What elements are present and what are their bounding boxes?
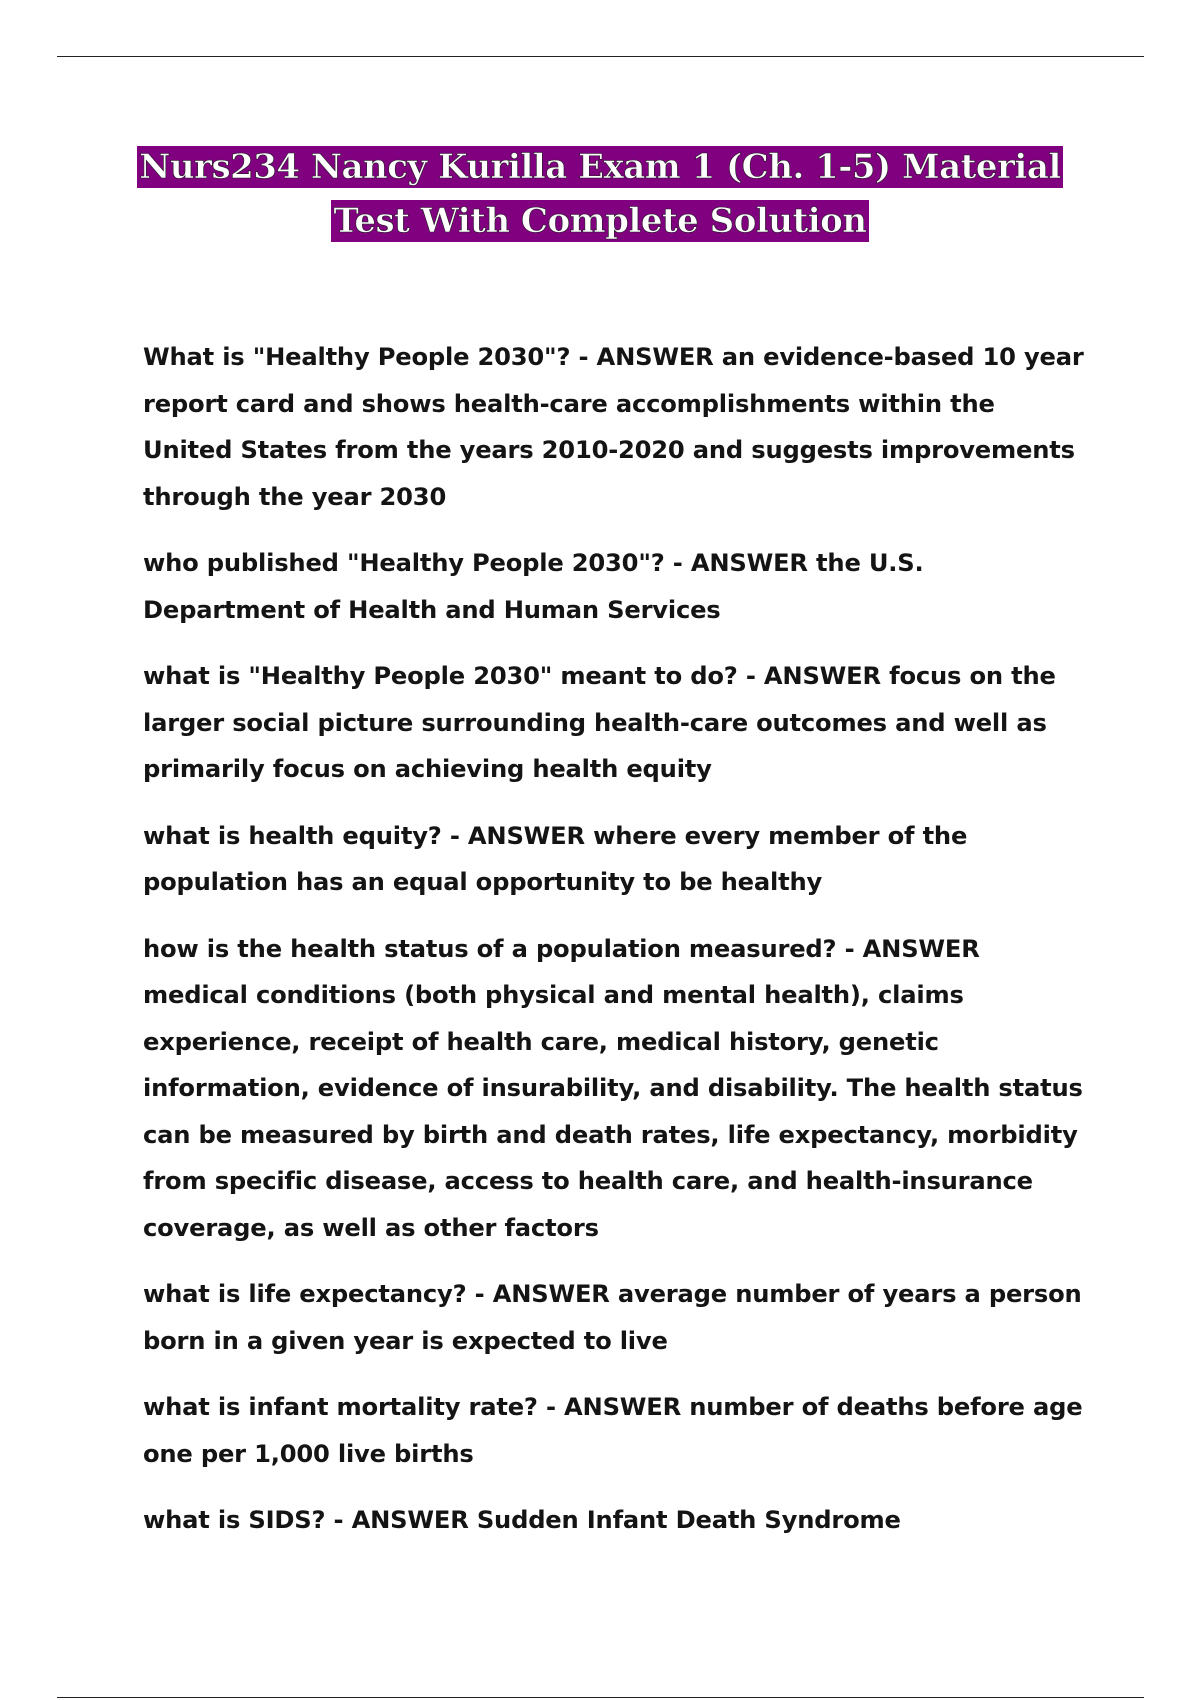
qa-item: what is infant mortality rate? - ANSWER number of deaths before age one per 1,000 live births	[143, 1393, 1083, 1468]
qa-item: who published "Healthy People 2030"? - ANSWER the U.S. Department of Health and Human Services	[143, 549, 924, 624]
qa-item: what is SIDS? - ANSWER Sudden Infant Death Syndrome	[143, 1506, 901, 1534]
document-title	[100, 140, 1100, 248]
qa-item: what is life expectancy? - ANSWER average number of years a person born in a given year is expected to live	[143, 1280, 1082, 1355]
top-divider	[57, 56, 1144, 57]
title-line-2: Test With Complete Solution	[333, 201, 867, 241]
qa-list	[143, 334, 1090, 1564]
qa-item: what is health equity? - ANSWER where every member of the population has an equal opportunity to be healthy	[143, 821, 968, 896]
bottom-divider	[57, 1697, 1144, 1698]
qa-item: what is "Healthy People 2030" meant to do? - ANSWER focus on the larger social picture surrounding health-care outcomes and well as primarily focus on achieving health equity	[143, 662, 1056, 783]
qa-item: how is the health status of a population measured? - ANSWER medical conditions (both physical and mental health), claims experience, receipt of health care, medical history, genetic information, evidence of insurability, and disability. The health status can be measured by birth and death rates, life expectancy, morbidity from specific disease, access to health care, and health-insurance coverage, as well as other factors	[143, 934, 1083, 1242]
title-line-1: Nurs234 Nancy Kurilla Exam 1 (Ch. 1-5) Material	[139, 147, 1061, 187]
qa-item: What is "Healthy People 2030"? - ANSWER an evidence-based 10 year report card and shows health-care accomplishments within the United States from the years 2010-2020 and suggests improvements through the year 2030	[143, 343, 1084, 511]
